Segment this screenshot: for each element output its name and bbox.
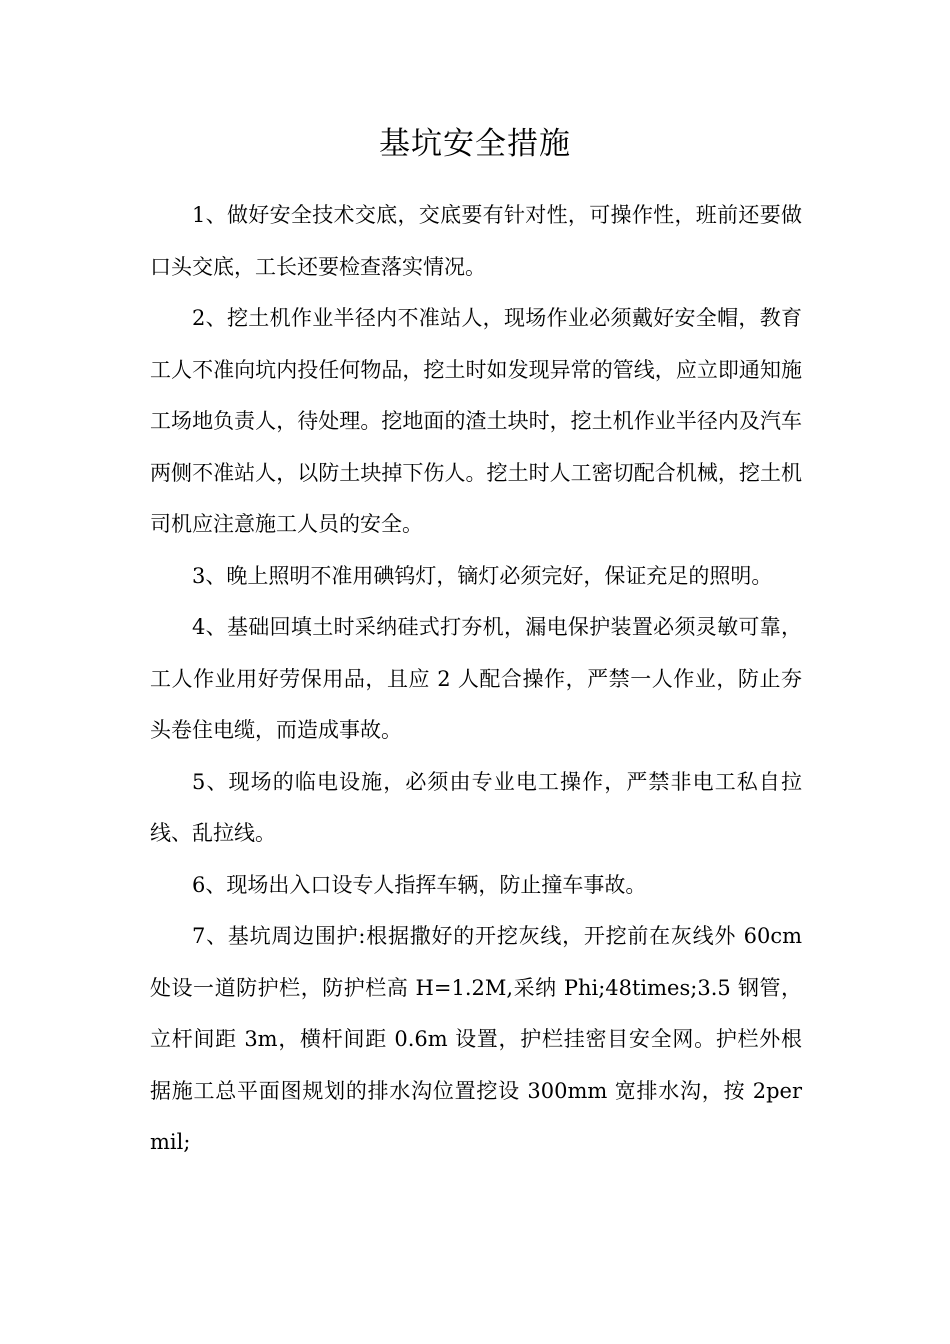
paragraph-3: 3、晚上照明不准用碘钨灯，镝灯必须完好，保证充足的照明。 <box>192 563 773 588</box>
paragraph-7: 7、基坑周边围护:根据撒好的开挖灰线，开挖前在灰线外 60cm 处设一道防护栏，防护栏高 H=1.2M,采纳 Phi;48times;3.5 钢管，立杆间距 3m，横杆间距 0.6m 设置，护栏挂密目安全网。护栏外根据施工总平面图规划的排水沟位置挖设 300mm 宽排水沟，按 2permil; <box>150 924 802 1154</box>
paragraph-2: 2、挖土机作业半径内不准站人，现场作业必须戴好安全帽，教育工人不准向坑内投任何物品，挖土时如发现异常的管线，应立即通知施工场地负责人，待处理。挖地面的渣土块时，挖土机作业半径内及汽车两侧不准站人，以防土块掉下伤人。挖土时人工密切配合机械，挖土机司机应注意施工人员的安全。 <box>150 306 802 536</box>
paragraph-5: 5、现场的临电设施，必须由专业电工操作，严禁非电工私自拉线、乱拉线。 <box>150 769 802 845</box>
paragraph-1: 1、做好安全技术交底，交底要有针对性，可操作性，班前还要做口头交底，工长还要检查落实情况。 <box>150 203 802 279</box>
paragraph-6: 6、现场出入口设专人指挥车辆，防止撞车事故。 <box>192 872 647 897</box>
paragraph-4: 4、基础回填土时采纳硅式打夯机，漏电保护装置必须灵敏可靠，工人作业用好劳保用品，且应 2 人配合操作，严禁一人作业，防止夯头卷住电缆，而造成事故。 <box>150 615 802 742</box>
document-title: 基坑安全措施 <box>379 126 571 162</box>
document-body <box>150 190 802 1169</box>
